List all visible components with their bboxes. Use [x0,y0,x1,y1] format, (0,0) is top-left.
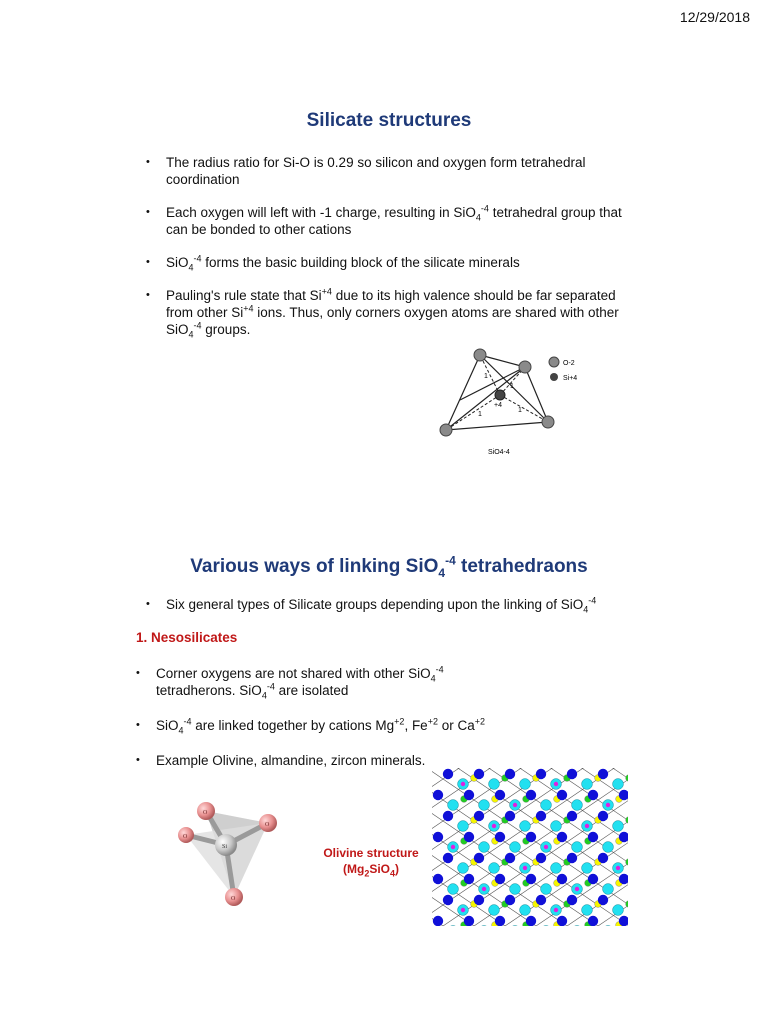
olivine-atom [619,916,628,926]
olivine-atom [474,853,484,863]
edge-label: 1 [478,411,482,418]
sio4-ball-stick-model [172,795,292,920]
olivine-atom [448,800,459,811]
olivine-atom [510,842,521,853]
olivine-atom [479,842,490,853]
olivine-atom [613,905,624,916]
olivine-atom [505,811,515,821]
olivine-atom [474,769,484,779]
olivine-atom [526,790,536,800]
figure-caption: SiO4-4 [488,449,510,456]
olivine-atom [541,884,552,895]
olivine-atom [598,811,608,821]
slide1-title: Silicate structures [306,110,472,131]
bullet-examples: • Example Olivine, almandine, zircon minerals. [136,752,616,769]
olivine-atom [489,779,500,790]
olivine-atom [557,832,567,842]
olivine-atom [588,916,598,926]
olivine-atom [567,811,577,821]
olivine-atom [613,821,624,832]
olivine-atom [513,803,517,807]
olivine-atom [495,874,505,884]
olivine-atom [582,905,593,916]
olivine-atom [461,908,465,912]
olivine-atom [582,863,593,874]
olivine-atom [567,769,577,779]
olivine-atom [523,866,527,870]
olivine-atom [551,863,562,874]
olivine-atom [464,916,474,926]
olivine-atom [626,775,628,782]
olivine-atom [536,895,546,905]
olivine-atom [567,853,577,863]
oxygen-label: O [203,810,208,816]
olivine-atom [585,824,589,828]
olivine-atom [464,832,474,842]
olivine-atom [613,779,624,790]
olivine-atom [474,895,484,905]
olivine-atom [598,895,608,905]
bullet-six-types: • Six general types of Silicate groups depending upon the linking of SiO$_4^{-4}$ [146,596,646,613]
olivine-atom [557,916,567,926]
olivine-atom [520,905,531,916]
olivine-atom [554,908,558,912]
olivine-atom [557,790,567,800]
olivine-atom [520,821,531,832]
olivine-atom [588,832,598,842]
bullet-radius-ratio: • The radius ratio for Si-O is 0.29 so silicon and oxygen form tetrahedral coordination [146,154,626,188]
tetrahedron-diagram [430,340,600,460]
olivine-atom [495,832,505,842]
olivine-atom [572,800,583,811]
olivine-atom [458,821,469,832]
olivine-atom [451,845,455,849]
olivine-atom [603,884,614,895]
olivine-atom [464,874,474,884]
olivine-atom [505,895,515,905]
oxygen-atom [519,361,531,373]
date-header: 12/29/2018 [679,9,750,25]
olivine-atom [603,842,614,853]
olivine-atom [495,790,505,800]
olivine-atom [582,779,593,790]
olivine-atom [505,853,515,863]
silicon-atom [495,390,505,400]
bullet-building-block: • SiO$_4^{-4}$ forms the basic building block of the silicate minerals [146,254,626,271]
slide2-bullet-list [136,665,616,769]
slide2-intro-list [146,596,646,613]
olivine-atom [482,887,486,891]
bullet-linked-cations: • SiO$_4^{-4}$ are linked together by cations $Mg^{+2}$, $Fe^{+2}$ or $Ca^{+2}$ [136,717,616,734]
olivine-atom [464,790,474,800]
olivine-atom [461,782,465,786]
olivine-atom [536,811,546,821]
olivine-structure-label: Olivine structure $(Mg_2SiO_4)$ [323,846,419,879]
oxygen-atom [440,424,452,436]
olivine-atom [433,832,443,842]
edge-label: 1 [510,383,514,390]
olivine-atom [551,821,562,832]
silicon-label: Si [222,844,228,850]
olivine-atom [479,800,490,811]
olivine-atom [492,824,496,828]
olivine-atom [433,790,443,800]
olivine-atom [541,800,552,811]
olivine-atom [626,859,628,866]
olivine-atom [616,866,620,870]
olivine-atom [554,782,558,786]
olivine-atom [520,779,531,790]
olivine-atom [474,811,484,821]
olivine-atom [626,901,628,908]
oxygen-label: O [265,822,270,828]
olivine-atom [443,853,453,863]
legend-oxygen-label: O-2 [563,360,575,367]
olivine-atom [626,817,628,824]
olivine-atom [544,845,548,849]
olivine-atom [536,853,546,863]
olivine-atom [433,916,443,926]
oxygen-label: O [183,834,188,840]
olivine-atom [575,887,579,891]
olivine-atom [489,905,500,916]
olivine-atom [588,874,598,884]
bullet-corner-oxygens: • Corner oxygens are not shared with other SiO$_4^{-4}$ tetradherons. SiO$_4^{-4}$ are isolated [136,665,616,699]
olivine-atom [443,895,453,905]
oxygen-atom [474,349,486,361]
olivine-atom [443,811,453,821]
olivine-atom [458,863,469,874]
olivine-atom [433,874,443,884]
oxygen-atom [542,416,554,428]
legend-oxygen-swatch [549,357,559,367]
olivine-atom [505,769,515,779]
olivine-atom [443,769,453,779]
olivine-atom [588,790,598,800]
slide1-bullet-list [146,154,626,338]
edge-label: 1 [518,407,522,414]
olivine-atom [536,769,546,779]
legend-silicon-swatch [550,373,558,381]
olivine-atom [572,842,583,853]
olivine-atom [489,863,500,874]
edge-label: 1 [484,373,488,380]
section-heading-nesosilicates: 1. Nesosilicates [136,630,238,645]
olivine-atom [495,916,505,926]
oxygen-label: O [231,896,236,902]
olivine-atom [567,895,577,905]
bullet-paulings-rule: • Pauling's rule state that $Si^{+4}$ due to its high valence should be far separated from other $Si^{+4}$ ions. Thus, only corners oxygen atoms are shared with other SiO$_4^{-4}$ groups. [146,287,626,338]
olivine-atom [526,832,536,842]
legend-silicon-label: Si+4 [563,375,578,382]
slide2-title: Various ways of linking SiO$_4^{-4}$ tetrahedraons [190,553,588,580]
olivine-atom [606,803,610,807]
olivine-atom [598,769,608,779]
olivine-atom [448,884,459,895]
olivine-atom [598,853,608,863]
bullet-oxygen-charge: • Each oxygen will left with -1 charge, resulting in SiO$_4^{-4}$ tetrahedral group that can be bonded to other cations [146,204,626,238]
olivine-atom [557,874,567,884]
olivine-atom [526,916,536,926]
olivine-atom [510,884,521,895]
olivine-atom [526,874,536,884]
olivine-lattice [432,768,628,926]
center-charge-label: +4 [494,402,502,409]
